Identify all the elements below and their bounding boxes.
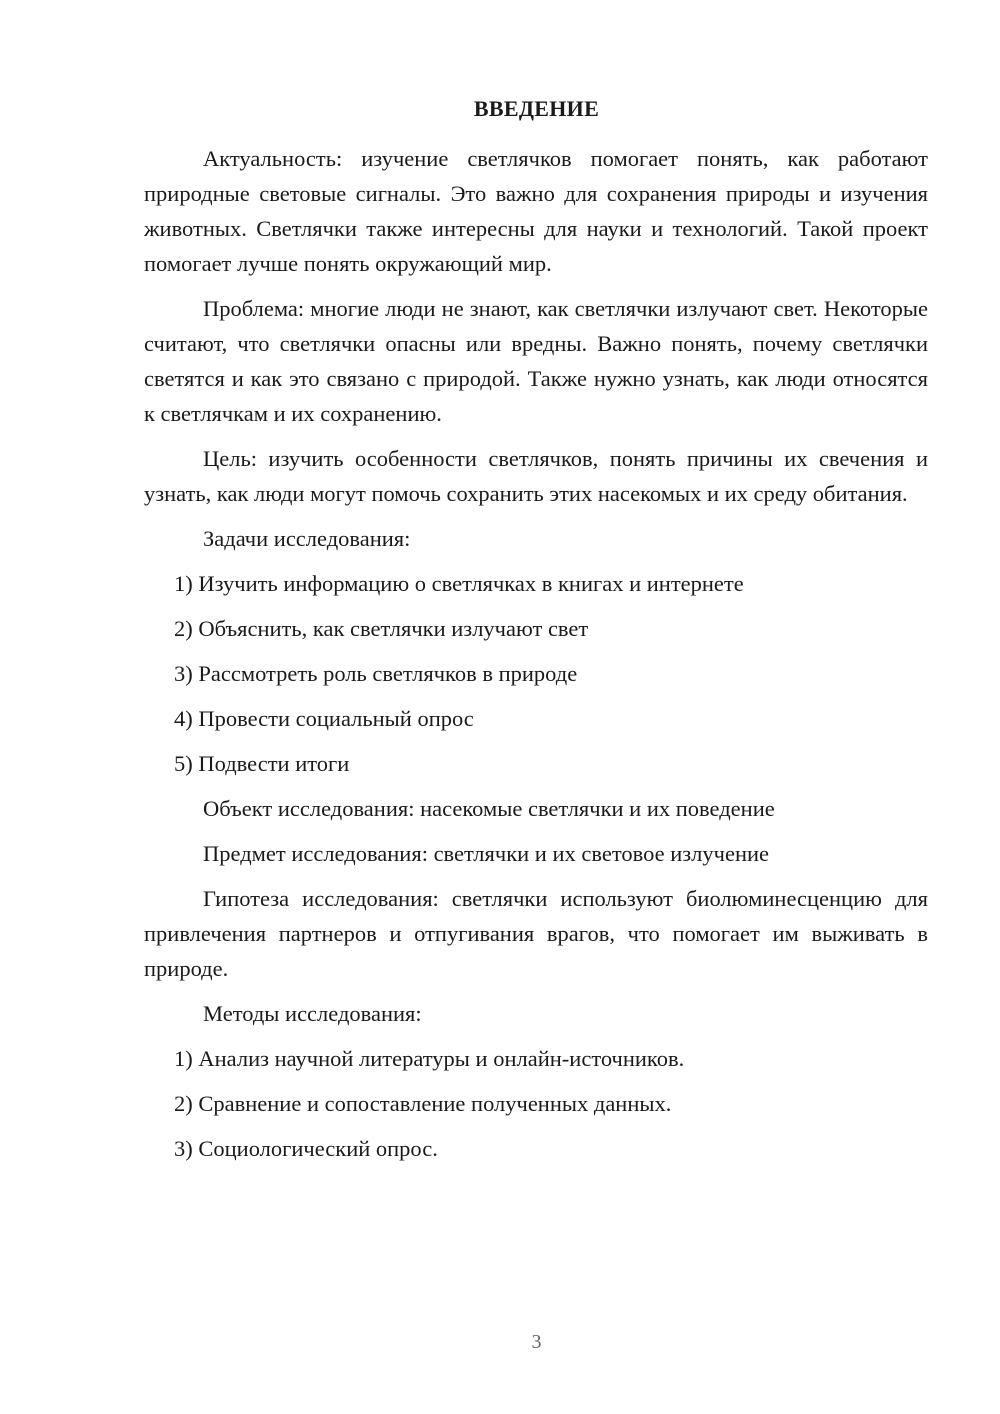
task-item: 5) Подвести итоги [174,751,350,776]
task-item: 2) Объяснить, как светлячки излучают свет [174,616,589,641]
page-title: ВВЕДЕНИЕ [473,96,600,121]
task-item: 3) Рассмотреть роль светлячков в природе [174,661,578,686]
research-subject: Предмет исследования: светлячки и их световое излучение [203,841,770,866]
task-item: 1) Изучить информацию о светлячках в книгах и интернете [174,571,744,596]
research-object: Объект исследования: насекомые светлячки и их поведение [203,796,775,821]
page-number: 3 [531,1331,542,1353]
hypothesis-paragraph: Гипотеза исследования: светлячки используют биолюминесценцию для привлечения партнеров и отпугивания врагов, что помогает им выживать в природе. [144,886,928,981]
document-body [144,141,928,1176]
problem-paragraph: Проблема: многие люди не знают, как светлячки излучают свет. Некоторые считают, что светлячки опасны или вредны. Важно понять, почему светлячки светятся и как это связано с природой. Также нужно узнать, как люди относятся к светлячкам и их сохранению. [144,296,928,426]
tasks-heading: Задачи исследования: [203,526,411,551]
goal-paragraph: Цель: изучить особенности светлячков, понять причины их свечения и узнать, как люди могут помочь сохранить этих насекомых и их среду обитания. [144,446,928,506]
task-item: 4) Провести социальный опрос [174,706,474,731]
methods-heading: Методы исследования: [203,1001,422,1026]
method-item: 3) Социологический опрос. [174,1136,438,1161]
method-item: 1) Анализ научной литературы и онлайн-источников. [174,1046,685,1071]
method-item: 2) Сравнение и сопоставление полученных данных. [174,1091,672,1116]
relevance-paragraph: Актуальность: изучение светлячков помогает понять, как работают природные световые сигналы. Это важно для сохранения природы и изучения животных. Светлячки также интересны для науки и технологий. Такой проект помогает лучше понять окружающий мир. [144,146,928,276]
